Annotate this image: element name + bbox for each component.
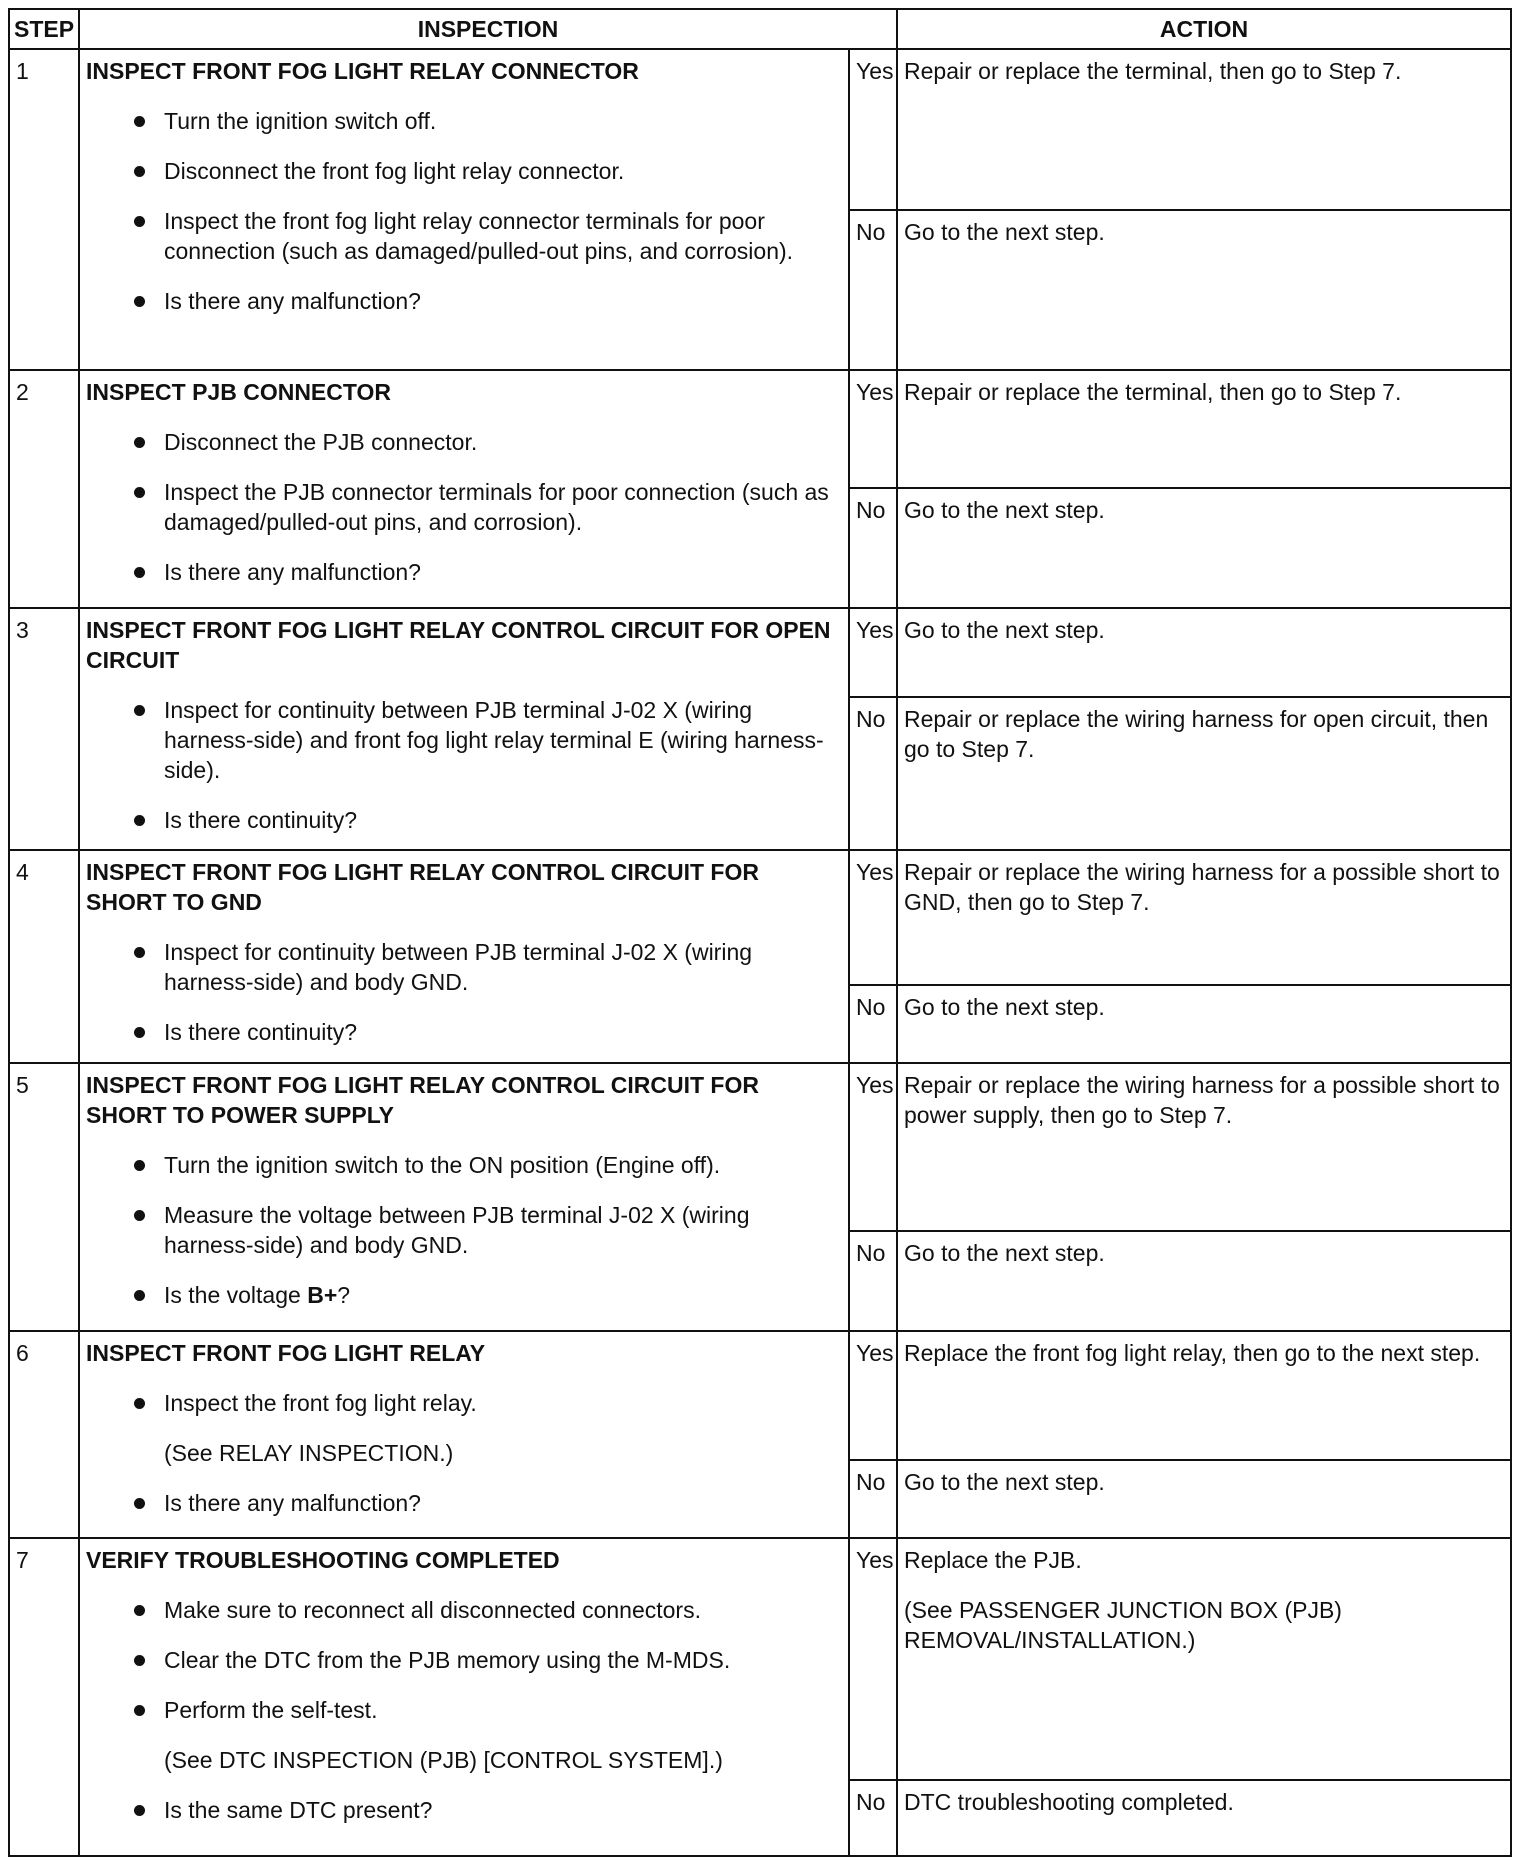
step-5-item-3-bplus: B+ <box>307 1282 338 1308</box>
step-4-item-1: Inspect for continuity between PJB terminal J-02 X (wiring harness-side) and body GND. <box>86 937 842 997</box>
step-7-inspection <box>79 1538 849 1856</box>
step-6-no-label: No <box>849 1460 897 1538</box>
step-4-yes-action: Repair or replace the wiring harness for a possible short to GND, then go to Step 7. <box>897 850 1511 985</box>
step-3-inspection <box>79 608 849 850</box>
step-6-item-1: Inspect the front fog light relay. <box>86 1388 842 1418</box>
header-inspection: INSPECTION <box>79 9 897 49</box>
step-4-inspection <box>79 850 849 1063</box>
step-7-no-action: DTC troubleshooting completed. <box>897 1780 1511 1856</box>
step-3-yes-action: Go to the next step. <box>897 608 1511 697</box>
step-6-yes-label: Yes <box>849 1331 897 1460</box>
step-5-inspection <box>79 1063 849 1331</box>
step-7-item-1: Make sure to reconnect all disconnected connectors. <box>86 1595 842 1625</box>
step-7-see-reference: (See DTC INSPECTION (PJB) [CONTROL SYSTEM].) <box>164 1747 723 1773</box>
step-5-item-2: Measure the voltage between PJB terminal J-02 X (wiring harness-side) and body GND. <box>86 1200 842 1260</box>
step-2-no-label: No <box>849 488 897 608</box>
step-1-item-4: Is there any malfunction? <box>86 286 842 316</box>
step-6-title: INSPECT FRONT FOG LIGHT RELAY <box>86 1340 486 1366</box>
step-5-number: 5 <box>9 1063 79 1331</box>
step-5-no-action: Go to the next step. <box>897 1231 1511 1331</box>
step-3-item-2: Is there continuity? <box>86 805 842 835</box>
step-3-item-1: Inspect for continuity between PJB terminal J-02 X (wiring harness-side) and front fog light relay terminal E (wiring harness-side). <box>86 695 842 785</box>
step-2-checklist <box>86 427 842 587</box>
step-2-number: 2 <box>9 370 79 608</box>
step-5-yes-label: Yes <box>849 1063 897 1231</box>
step-6-inspection <box>79 1331 849 1538</box>
step-4-item-2: Is there continuity? <box>86 1017 842 1047</box>
step-5-title: INSPECT FRONT FOG LIGHT RELAY CONTROL CIRCUIT FOR SHORT TO POWER SUPPLY <box>86 1072 759 1128</box>
step-5-item-3-suffix: ? <box>337 1282 351 1308</box>
step-3-no-label: No <box>849 697 897 850</box>
step-5-no-label: No <box>849 1231 897 1331</box>
step-2-yes-row <box>9 370 1511 488</box>
header-action: ACTION <box>897 9 1511 49</box>
step-1-title: INSPECT FRONT FOG LIGHT RELAY CONNECTOR <box>86 58 639 84</box>
step-2-item-3: Is there any malfunction? <box>86 557 842 587</box>
step-6-yes-row <box>9 1331 1511 1460</box>
step-7-yes-action <box>897 1538 1511 1780</box>
step-2-yes-label: Yes <box>849 370 897 488</box>
step-6-no-action: Go to the next step. <box>897 1460 1511 1538</box>
step-5-item-1: Turn the ignition switch to the ON position (Engine off). <box>86 1150 842 1180</box>
step-7-yes-label: Yes <box>849 1538 897 1780</box>
step-5-checklist <box>86 1150 842 1310</box>
step-3-yes-row <box>9 608 1511 697</box>
troubleshooting-table <box>8 8 1512 1857</box>
troubleshooting-sheet <box>8 8 1512 1854</box>
step-2-item-1: Disconnect the PJB connector. <box>86 427 842 457</box>
step-1-no-label: No <box>849 210 897 370</box>
step-2-item-2: Inspect the PJB connector terminals for poor connection (such as damaged/pulled-out pins, and corrosion). <box>86 477 842 537</box>
step-2-yes-action: Repair or replace the terminal, then go to Step 7. <box>897 370 1511 488</box>
step-5-yes-row <box>9 1063 1511 1231</box>
step-3-checklist <box>86 695 842 835</box>
step-3-yes-label: Yes <box>849 608 897 697</box>
step-1-no-action: Go to the next step. <box>897 210 1511 370</box>
step-4-checklist <box>86 937 842 1047</box>
step-2-inspection <box>79 370 849 608</box>
step-6-see-reference: (See RELAY INSPECTION.) <box>164 1440 454 1466</box>
step-1-number: 1 <box>9 49 79 370</box>
step-4-yes-row <box>9 850 1511 985</box>
step-1-inspection <box>79 49 849 370</box>
step-1-yes-label: Yes <box>849 49 897 210</box>
step-5-item-3 <box>86 1280 842 1310</box>
step-4-no-label: No <box>849 985 897 1063</box>
step-7-item-4: Is the same DTC present? <box>86 1795 842 1825</box>
step-5-item-3-prefix: Is the voltage <box>164 1282 308 1308</box>
step-1-yes-action: Repair or replace the terminal, then go to Step 7. <box>897 49 1511 210</box>
step-1-item-2: Disconnect the front fog light relay connector. <box>86 156 842 186</box>
header-row <box>9 9 1511 49</box>
step-3-no-action: Repair or replace the wiring harness for open circuit, then go to Step 7. <box>897 697 1511 850</box>
step-7-no-label: No <box>849 1780 897 1856</box>
step-7-item-3: Perform the self-test. <box>86 1695 842 1725</box>
step-6-checklist <box>86 1388 842 1518</box>
step-6-number: 6 <box>9 1331 79 1538</box>
step-4-no-action: Go to the next step. <box>897 985 1511 1063</box>
step-7-yes-action-text: Replace the PJB. <box>904 1547 1082 1573</box>
step-1-item-1: Turn the ignition switch off. <box>86 106 842 136</box>
step-7-number: 7 <box>9 1538 79 1856</box>
step-3-number: 3 <box>9 608 79 850</box>
step-7-yes-row <box>9 1538 1511 1780</box>
step-1-checklist <box>86 106 842 316</box>
step-7-yes-action-reference: (See PASSENGER JUNCTION BOX (PJB) REMOVAL/INSTALLATION.) <box>904 1597 1342 1653</box>
step-2-no-action: Go to the next step. <box>897 488 1511 608</box>
step-1-item-3: Inspect the front fog light relay connector terminals for poor connection (such as damaged/pulled-out pins, and corrosion). <box>86 206 842 266</box>
step-7-item-2: Clear the DTC from the PJB memory using the M-MDS. <box>86 1645 842 1675</box>
step-4-yes-label: Yes <box>849 850 897 985</box>
step-7-checklist <box>86 1595 842 1825</box>
step-3-title: INSPECT FRONT FOG LIGHT RELAY CONTROL CIRCUIT FOR OPEN CIRCUIT <box>86 617 831 673</box>
step-4-number: 4 <box>9 850 79 1063</box>
step-7-title: VERIFY TROUBLESHOOTING COMPLETED <box>86 1547 560 1573</box>
step-5-yes-action: Repair or replace the wiring harness for a possible short to power supply, then go to Step 7. <box>897 1063 1511 1231</box>
step-1-yes-row <box>9 49 1511 210</box>
step-4-title: INSPECT FRONT FOG LIGHT RELAY CONTROL CIRCUIT FOR SHORT TO GND <box>86 859 759 915</box>
step-2-title: INSPECT PJB CONNECTOR <box>86 379 392 405</box>
step-6-item-2: Is there any malfunction? <box>86 1488 842 1518</box>
header-step: STEP <box>9 9 79 49</box>
step-6-yes-action: Replace the front fog light relay, then go to the next step. <box>897 1331 1511 1460</box>
